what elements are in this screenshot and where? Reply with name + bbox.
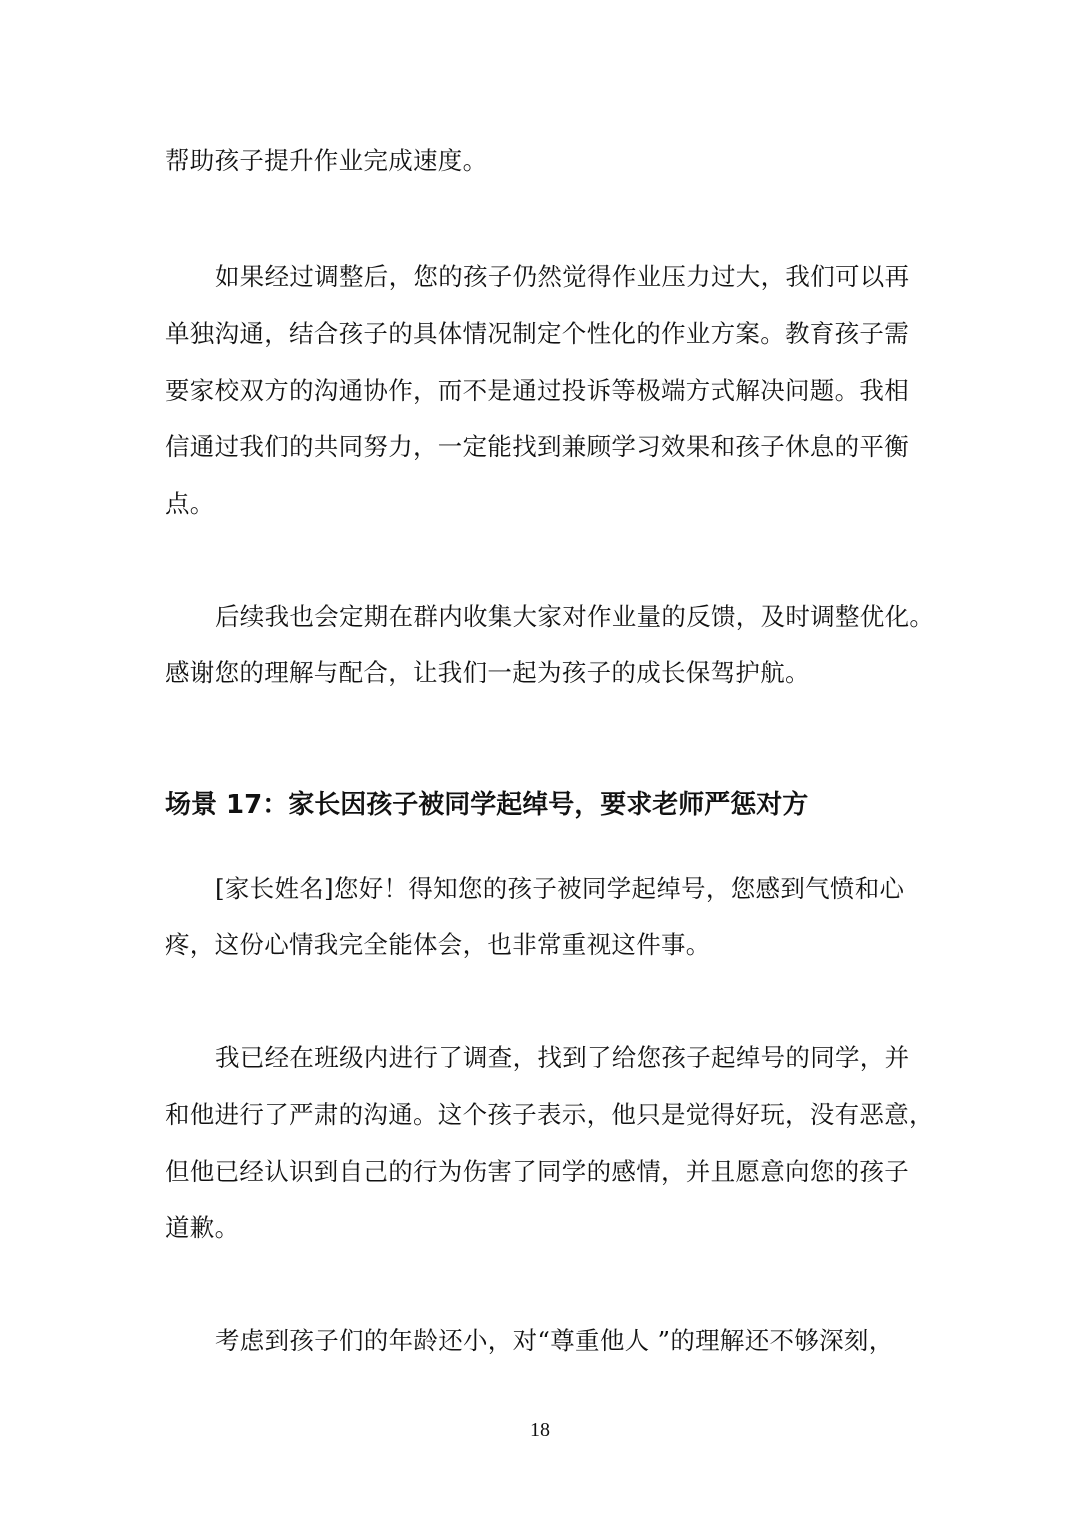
paragraph-line: [家长姓名]您好！得知您的孩子被同学起绰号，您感到气愤和心 (215, 874, 905, 903)
page-number: 18 (530, 1419, 550, 1441)
section-heading: 场景 17：家长因孩子被同学起绰号，要求老师严惩对方 (165, 790, 809, 820)
paragraph-line: 但他已经认识到自己的行为伤害了同学的感情，并且愿意向您的孩子 (165, 1157, 909, 1186)
paragraph-line: 点。 (165, 489, 215, 518)
paragraph-line: 和他进行了严肃的沟通。这个孩子表示，他只是觉得好玩，没有恶意， (165, 1100, 934, 1129)
paragraph-line: 疼，这份心情我完全能体会，也非常重视这件事。 (165, 930, 711, 959)
paragraph-line: 如果经过调整后，您的孩子仍然觉得作业压力过大，我们可以再 (215, 262, 910, 291)
paragraph-line: 后续我也会定期在群内收集大家对作业量的反馈，及时调整优化。 (215, 602, 935, 631)
paragraph-line: 信通过我们的共同努力，一定能找到兼顾学习效果和孩子休息的平衡 (165, 432, 909, 461)
paragraph-line: 要家校双方的沟通协作，而不是通过投诉等极端方式解决问题。我相 (165, 376, 909, 405)
paragraph-line: 我已经在班级内进行了调查，找到了给您孩子起绰号的同学，并 (215, 1043, 910, 1072)
paragraph-line: 考虑到孩子们的年龄还小，对“尊重他人 ”的理解还不够深刻， (215, 1326, 894, 1355)
paragraph-line: 帮助孩子提升作业完成速度。 (165, 146, 488, 175)
paragraph-line: 感谢您的理解与配合，让我们一起为孩子的成长保驾护航。 (165, 658, 810, 687)
paragraph-line: 道歉。 (165, 1213, 240, 1242)
paragraph-line: 单独沟通，结合孩子的具体情况制定个性化的作业方案。教育孩子需 (165, 319, 909, 348)
